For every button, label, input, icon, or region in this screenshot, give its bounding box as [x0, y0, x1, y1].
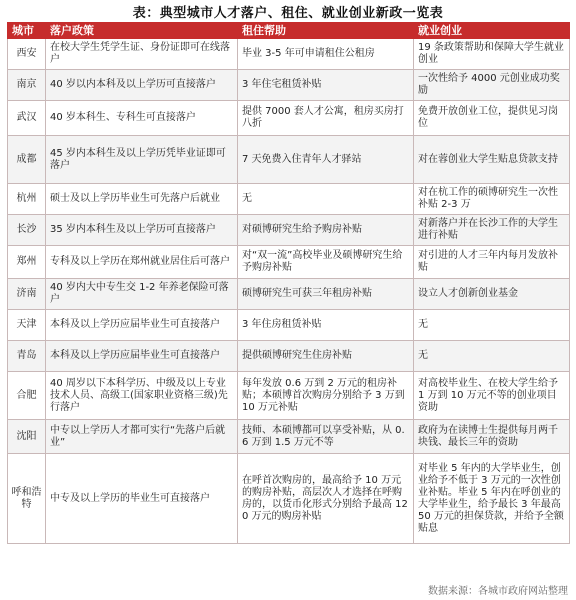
settlement-cell: 本科及以上学历应届毕业生可直接落户: [46, 341, 238, 372]
rent-cell: 提供硕博研究生住房补贴: [238, 341, 414, 372]
settlement-cell: 硕士及以上学历毕业生可先落户后就业: [46, 184, 238, 215]
city-cell: 成都: [8, 136, 46, 184]
settlement-cell: 35 岁内本科生及以上学历可直接落户: [46, 215, 238, 246]
rent-cell: 技师、本硕博都可以享受补贴，从 0.6 万到 1.5 万元不等: [238, 420, 414, 454]
employment-cell: 对毕业 5 年内的大学毕业生，创业给予不低于 3 万元的一次性创业补贴。毕业 5 年内在呼创业的大学毕业生，给予最长 3 年最高 50 万元的担保贷款，并给予全额贴息: [414, 454, 570, 544]
rent-cell: 7 天免费入住青年人才驿站: [238, 136, 414, 184]
city-cell: 青岛: [8, 341, 46, 372]
rent-cell: 3 年住房租赁补贴: [238, 310, 414, 341]
employment-cell: 设立人才创新创业基金: [414, 279, 570, 310]
rent-cell: 毕业 3-5 年可申请租住公租房: [238, 39, 414, 70]
header-settlement: 落户政策: [46, 23, 238, 39]
rent-cell: 无: [238, 184, 414, 215]
table-row: [8, 101, 570, 136]
city-cell: 沈阳: [8, 420, 46, 454]
settlement-cell: 40 岁以内本科及以上学历可直接落户: [46, 70, 238, 101]
rent-cell: 硕博研究生可获三年租房补贴: [238, 279, 414, 310]
header-rent: 租住帮助: [238, 23, 414, 39]
city-cell: 武汉: [8, 101, 46, 136]
header-employment: 就业创业: [414, 23, 570, 39]
employment-cell: 对新落户并在长沙工作的大学生进行补贴: [414, 215, 570, 246]
settlement-cell: 40 岁内大中专生交 1-2 年养老保险可落户: [46, 279, 238, 310]
table-row: [8, 136, 570, 184]
city-cell: 呼和浩特: [8, 454, 46, 544]
city-cell: 天津: [8, 310, 46, 341]
settlement-cell: 40 岁本科生、专科生可直接落户: [46, 101, 238, 136]
city-cell: 长沙: [8, 215, 46, 246]
rent-cell: 对硕博研究生给予购房补贴: [238, 215, 414, 246]
employment-cell: 对在蓉创业大学生贴息贷款支持: [414, 136, 570, 184]
table-row: [8, 341, 570, 372]
city-cell: 西安: [8, 39, 46, 70]
settlement-cell: 在校大学生凭学生证、身份证即可在线落户: [46, 39, 238, 70]
table-row: [8, 246, 570, 279]
settlement-cell: 45 岁内本科生及以上学历凭毕业证即可落户: [46, 136, 238, 184]
settlement-cell: 中专以上学历人才都可实行“先落户后就业”: [46, 420, 238, 454]
settlement-cell: 中专及以上学历的毕业生可直接落户: [46, 454, 238, 544]
settlement-cell: 专科及以上学历在郑州就业居住后可落户: [46, 246, 238, 279]
data-source-note: 数据来源：各城市政府网站整理: [428, 586, 568, 597]
table-title: 表：典型城市人才落户、租住、就业创业新政一览表: [132, 6, 444, 21]
rent-cell: 对“双一流”高校毕业及硕博研究生给予购房补贴: [238, 246, 414, 279]
employment-cell: 19 条政策帮助和保障大学生就业创业: [414, 39, 570, 70]
employment-cell: 政府为在读博士生提供每月两千块钱、最长三年的资助: [414, 420, 570, 454]
header-row: [8, 23, 570, 39]
employment-cell: 对高校毕业生、在校大学生给予 1 万到 10 万元不等的创业项目资助: [414, 372, 570, 420]
employment-cell: 对在杭工作的硕博研究生一次性补贴 2-3 万: [414, 184, 570, 215]
table-row: [8, 420, 570, 454]
city-cell: 杭州: [8, 184, 46, 215]
settlement-cell: 本科及以上学历应届毕业生可直接落户: [46, 310, 238, 341]
table-row: [8, 70, 570, 101]
table-row: [8, 372, 570, 420]
rent-cell: 在呼首次购房的，最高给予 10 万元的购房补贴，高层次人才选择在呼购房的，以货币化形式分别给予最高 120 万元的购房补贴: [238, 454, 414, 544]
city-cell: 合肥: [8, 372, 46, 420]
employment-cell: 一次性给予 4000 元创业成功奖励: [414, 70, 570, 101]
table-row: [8, 184, 570, 215]
table-row: [8, 215, 570, 246]
settlement-cell: 40 周岁以下本科学历、中级及以上专业技术人员、高级工(国家职业资格三级)先行落户: [46, 372, 238, 420]
table-row: [8, 454, 570, 544]
employment-cell: 无: [414, 310, 570, 341]
rent-cell: 提供 7000 套人才公寓，租房买房打八折: [238, 101, 414, 136]
city-cell: 南京: [8, 70, 46, 101]
employment-cell: 对引进的人才三年内每月发放补贴: [414, 246, 570, 279]
table-row: [8, 39, 570, 70]
employment-cell: 无: [414, 341, 570, 372]
table-row: [8, 279, 570, 310]
header-city: 城市: [8, 23, 46, 39]
employment-cell: 免费开放创业工位，提供见习岗位: [414, 101, 570, 136]
policy-table: [7, 22, 570, 544]
rent-cell: 每年发放 0.6 万到 2 万元的租房补贴；本硕博首次购房分别给予 3 万到 10 万元补贴: [238, 372, 414, 420]
city-cell: 济南: [8, 279, 46, 310]
table-row: [8, 310, 570, 341]
rent-cell: 3 年住宅租赁补贴: [238, 70, 414, 101]
city-cell: 郑州: [8, 246, 46, 279]
